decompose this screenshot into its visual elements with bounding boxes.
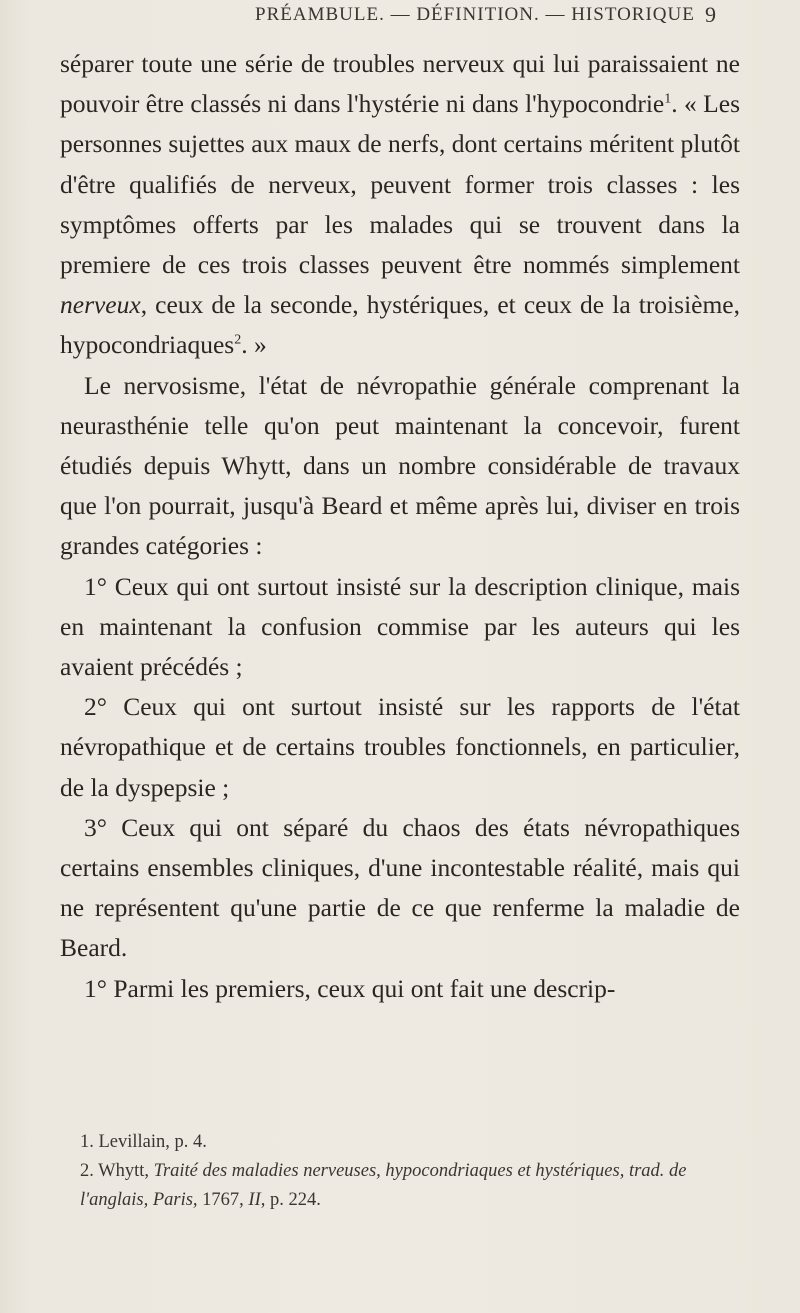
- footnote-volume: II: [248, 1190, 261, 1210]
- italic-term: nerveux: [60, 290, 141, 320]
- footnote-ref: 1: [664, 91, 672, 107]
- footnote-text: 2. Whytt,: [80, 1161, 154, 1181]
- paragraph-text: , ceux de la seconde, hystériques, et ceux de la troisième, hypocondriaques: [60, 290, 740, 360]
- footnote-ref: 2: [234, 332, 242, 348]
- paragraph-category-1: 1° Ceux qui ont surtout insisté sur la description clinique, mais en maintenant la confusion commise par les auteurs qui les avaient précédés ;: [60, 571, 740, 682]
- footnote-title: Traité des maladies nerveuses, hypocondriaques et hystériques, trad. de l'anglais, Paris,: [80, 1161, 687, 1210]
- paragraph-category-2: 2° Ceux qui ont surtout insisté sur les rapports de l'état névropathique et de certains troubles fonctionnels, en particulier, de la dyspepsie ;: [60, 692, 740, 802]
- running-head: PRÉAMBULE. — DÉFINITION. — HISTORIQUE: [255, 4, 695, 25]
- footnote-text: , p. 224.: [260, 1190, 321, 1210]
- footnote-text: 1767,: [197, 1190, 249, 1210]
- paragraph-text: séparer toute une série de troubles nerveux qui lui paraissaient ne pouvoir être classés ni dans l'hystérie ni dans l'hypocondrie: [60, 49, 740, 119]
- footnote-2: [60, 1157, 740, 1215]
- paragraph-text: . »: [241, 330, 267, 360]
- paragraph-nervosisme: Le nervosisme, l'état de névropathie générale comprenant la neurasthénie telle qu'on peut maintenant la concevoir, furent étudiés depuis Whytt, dans un nombre considérable de travaux que l'on pourrait, jusqu'à Beard et même après lui, diviser en trois grandes catégories :: [60, 370, 740, 561]
- paragraph-category-3: 3° Ceux qui ont séparé du chaos des états névropathiques certains ensembles cliniques, d'une incontestable réalité, mais qui ne représentent qu'une partie de ce que renferme la maladie de Beard.: [60, 812, 740, 963]
- body-text: [60, 44, 740, 1009]
- paragraph-quote: [60, 44, 740, 366]
- paragraph-text: . « Les personnes sujettes aux maux de nerfs, dont certains méritent plutôt d'être qualifiés de nerveux, peuvent former trois classes : les symptômes offerts par les malades qui se trouvent dans la premiere de ces trois classes peuvent être nommés simplement: [60, 89, 740, 280]
- footnotes: [60, 1128, 740, 1215]
- page-number: 9: [705, 2, 716, 27]
- footnote-1: 1. Levillain, p. 4.: [80, 1132, 207, 1152]
- paragraph-premiers: 1° Parmi les premiers, ceux qui ont fait une descrip-: [84, 973, 616, 1003]
